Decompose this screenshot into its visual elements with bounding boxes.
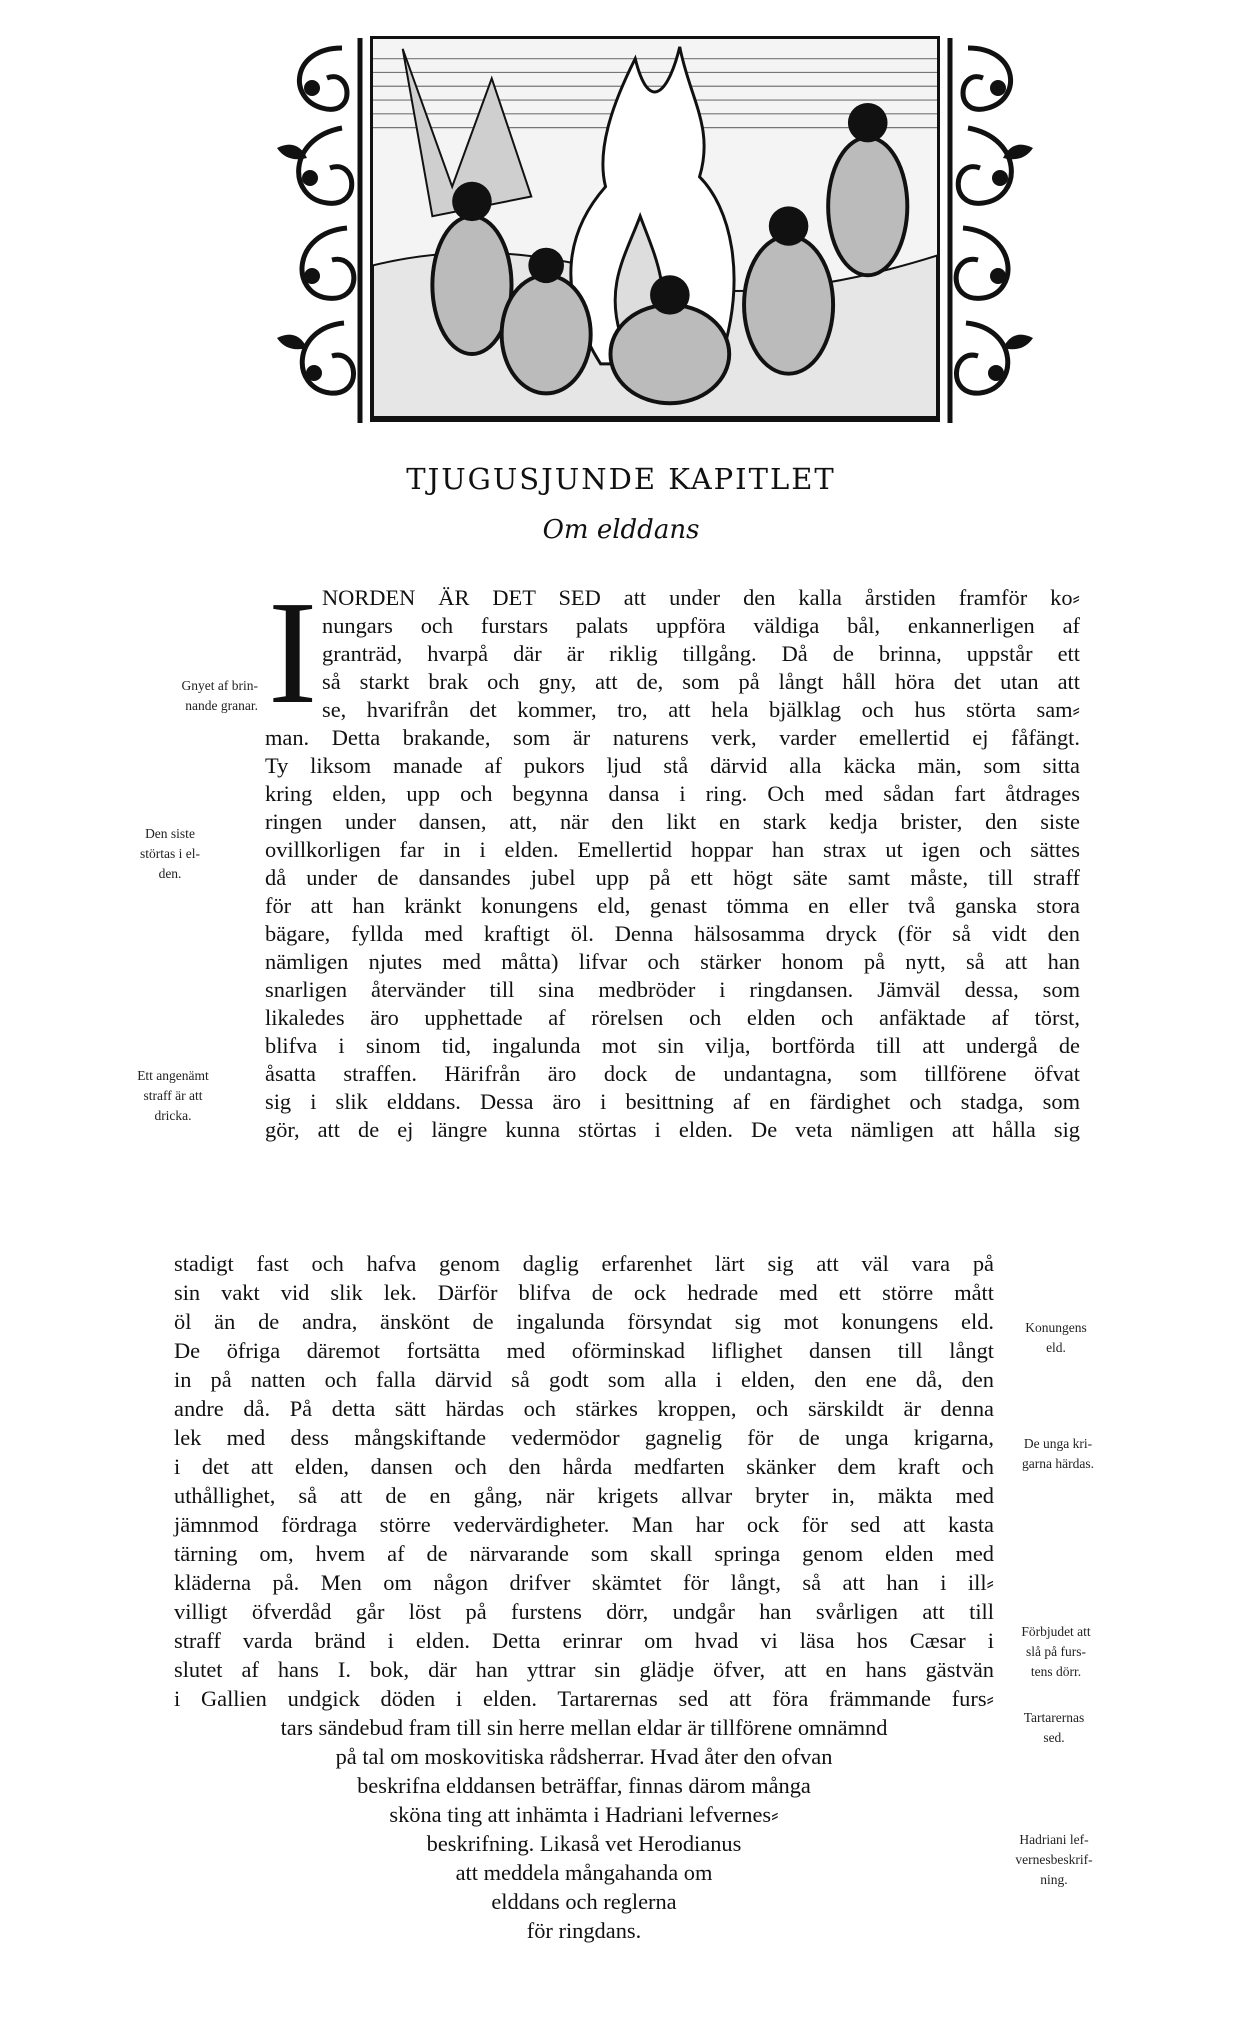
text-line: tars sändebud fram till sin herre mellan eldar är tillförene omnämnd xyxy=(280,1715,888,1740)
text-line: ovillkorligen far in i elden. Emellertid hoppar han strax ut igen och sättes xyxy=(265,837,1080,862)
text-line: sin vakt vid slik lek. Därför blifva de ock hedrade med ett större mått xyxy=(174,1280,994,1305)
text-line: se, hvarifrån det kommer, tro, att hela bjälklag och hus störta sam⸗ xyxy=(322,697,1080,722)
text-line: så starkt brak och gny, att de, som på långt håll höra det utan att xyxy=(322,669,1080,694)
text-line: i Gallien undgick döden i elden. Tartarernas sed att föra främmande furs⸗ xyxy=(174,1686,994,1711)
text-line: tärning om, hvem af de närvarande som skall springa genom elden med xyxy=(174,1541,994,1566)
margin-note-gnyet: Gnyet af brin- nande granar. xyxy=(181,678,258,713)
text-line: på tal om moskovitiska rådsherrar. Hvad åter den ofvan xyxy=(335,1744,833,1769)
text-line: bägare, fyllda med kraftigt öl. Denna hälsosamma dryck (för så vidt den xyxy=(265,921,1080,946)
text-line: sköna ting att inhämta i Hadriani lefvernes⸗ xyxy=(389,1802,779,1827)
text-line: villigt öfverdåd går löst på furstens dörr, undgår han svårligen att till xyxy=(174,1599,994,1624)
text-line: kläderna på. Men om någon drifver skämtet för långt, så att han i ill⸗ xyxy=(174,1570,994,1595)
text-line: uthållighet, så att de en gång, när krigets allvar bryter in, mäkta med xyxy=(174,1483,994,1508)
text-line: för att han kränkt konungens eld, genast tömma en eller två ganska stora xyxy=(265,893,1080,918)
text-line: beskrifna elddansen beträffar, finnas därom många xyxy=(357,1773,811,1798)
margin-note-hadriani: Hadriani lef- vernesbeskrif- ning. xyxy=(1015,1832,1093,1887)
text-line: nungars och furstars palats uppföra väldiga bål, enkannerligen af xyxy=(322,613,1080,638)
text-line: snarligen återvänder till sina medbröder i ringdansen. Jämväl dessa, som xyxy=(265,977,1080,1002)
margin-note-tartarernas: Tartarernas sed. xyxy=(1023,1710,1085,1745)
text-line: in på natten och falla därvid så godt som alla i elden, den ene då, den xyxy=(174,1367,994,1392)
text-line: ringen under dansen, att, när den likt en stark kedja brister, den siste xyxy=(265,809,1080,834)
text-line: i det att elden, dansen och den hårda medfarten skänker dem kraft och xyxy=(174,1454,994,1479)
margin-note-den-siste: Den siste störtas i el- den. xyxy=(140,826,200,881)
bonfire-scene xyxy=(370,36,940,422)
ornament-frame-right xyxy=(938,28,1038,430)
text-line: för ringdans. xyxy=(526,1918,642,1943)
chapter-title: TJUGUSJUNDE KAPITLET xyxy=(406,462,836,496)
margin-note-forbjudet: Förbjudet att slå på furs- tens dörr. xyxy=(1021,1624,1091,1679)
text-line: lek med dess mångskiftande vedermödor gagnelig för de unga krigarna, xyxy=(174,1425,994,1450)
text-line: åsatta straffen. Härifrån äro dock de undantagna, som tillförene öfvat xyxy=(265,1061,1080,1086)
text-line: elddans och reglerna xyxy=(491,1889,677,1914)
text-line: NORDEN ÄR DET SED att under den kalla årstiden framför ko⸗ xyxy=(322,585,1080,610)
text-line: slutet af hans I. bok, där han yttrar sin glädje öfver, att en hans gästvän xyxy=(174,1657,994,1682)
text-line: straff varda bränd i elden. Detta erinrar om hvad vi läsa hos Cæsar i xyxy=(174,1628,994,1653)
text-line: sig i slik elddans. Dessa äro i besittning af en färdighet och stadga, som xyxy=(265,1089,1080,1114)
text-line: andre då. På detta sätt härdas och stärkes kroppen, och särskildt är denna xyxy=(174,1396,994,1421)
drop-cap: I xyxy=(268,571,318,735)
text-line: nämligen njutes med måtta) lifvar och stärker honom på nytt, så att han xyxy=(265,949,1080,974)
text-line: granträd, hvarpå där är riklig tillgång. Då de brinna, uppstår ett xyxy=(322,641,1080,666)
text-line: man. Detta brakande, som är naturens verk, varder emellertid ej fåfängt. xyxy=(265,725,1080,750)
text-line: blifva i sinom tid, ingalunda mot sin vilja, bortförda till att undergå de xyxy=(265,1033,1080,1058)
text-line: gör, att de ej längre kunna störtas i elden. De veta nämligen att hålla sig xyxy=(265,1117,1080,1142)
woodcut-illustration xyxy=(272,28,1038,430)
text-line: öl än de andra, änskönt de ingalunda försyndat sig mot konungens eld. xyxy=(174,1309,994,1334)
text-line: då under de dansandes jubel upp på ett högt säte samt måste, till straff xyxy=(265,865,1080,890)
text-line: likaledes äro upphettade af rörelsen och elden och anfäktade af törst, xyxy=(265,1005,1080,1030)
chapter-subtitle: Om elddans xyxy=(542,515,700,545)
text-line: stadigt fast och hafva genom daglig erfarenhet lärt sig att väl vara på xyxy=(174,1251,994,1276)
text-line: De öfriga däremot fortsätta med oförminskad liflighet dansen till långt xyxy=(174,1338,994,1363)
text-line: beskrifning. Likaså vet Herodianus xyxy=(426,1831,742,1856)
margin-note-straff: Ett angenämt straff är att dricka. xyxy=(137,1068,209,1123)
text-line: att meddela mångahanda om xyxy=(455,1860,713,1885)
margin-note-konungens-eld: Konungens eld. xyxy=(1025,1320,1087,1355)
text-line: kring elden, upp och begynna dansa i ring. Och med sådan fart åtdrages xyxy=(265,781,1080,806)
text-line: Ty liksom manade af pukors ljud stå därvid alla käcka män, som sitta xyxy=(265,753,1080,778)
text-line: jämnmod fördraga större vedervärdigheter. Man har ock för sed att kasta xyxy=(174,1512,994,1537)
margin-note-unga-krigarna: De unga kri- garna härdas. xyxy=(1022,1436,1094,1471)
ornament-frame-left xyxy=(272,28,372,430)
